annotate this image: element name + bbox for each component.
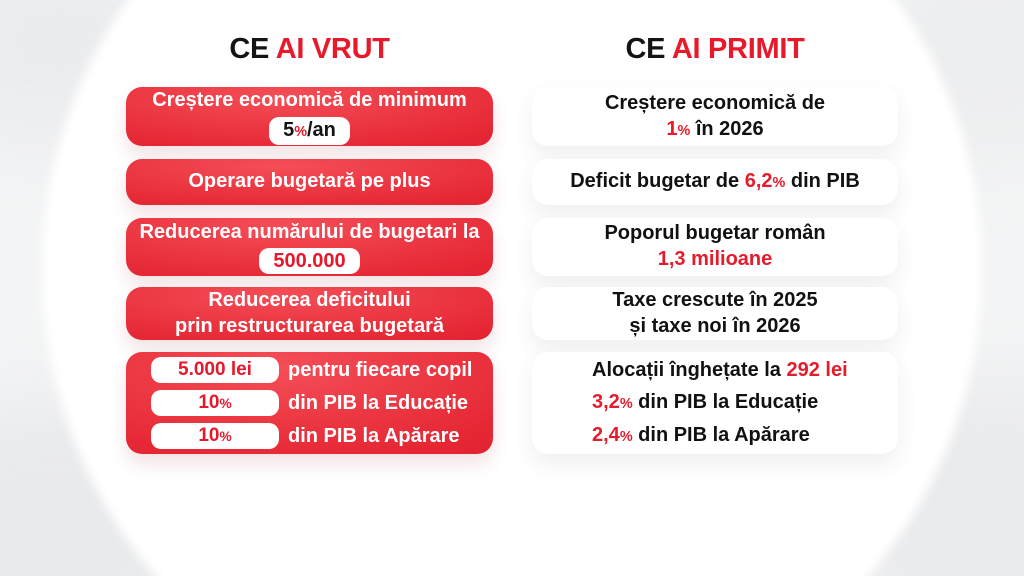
- wanted-box-deficit-reduction: [126, 287, 493, 340]
- header-prefix: CE: [625, 33, 666, 65]
- wanted-employees-text: Reducerea numărului de bugetari la: [139, 220, 480, 243]
- percent-sign: %: [619, 396, 633, 413]
- deficit-post: din PIB: [785, 170, 860, 193]
- received-box-deficit: [532, 159, 898, 205]
- defense-value: 2,4: [592, 423, 620, 446]
- deficit-value: 6,2: [744, 170, 773, 193]
- wanted-growth-text: Creștere economică de minimum: [152, 89, 467, 112]
- column-wanted: [126, 0, 493, 576]
- deficit-pre: Deficit bugetar de: [570, 170, 745, 193]
- received-taxes-line2: și taxe noi în 2026: [629, 314, 801, 337]
- wanted-box-allocations: [126, 352, 493, 454]
- pill-5-percent-per-year: [269, 117, 350, 145]
- wanted-box-growth: [126, 87, 493, 146]
- percent-sign: %: [677, 122, 691, 139]
- pill-500000: 500.000: [259, 248, 359, 274]
- defense-rest: din PIB la Apărare: [632, 423, 810, 446]
- header-ce-ai-primit: [532, 33, 898, 66]
- alloc-value: 292 lei: [786, 358, 848, 381]
- received-taxes-line1: Taxe crescute în 2025: [612, 288, 818, 311]
- wanted-deficit-line1: Reducerea deficitului: [208, 288, 411, 311]
- pill-10-percent-defense: [151, 423, 279, 449]
- pill-10-percent-education: [151, 390, 279, 416]
- wanted-alloc-row-education: [126, 390, 493, 416]
- pill-5000-lei: 5.000 lei: [151, 357, 279, 383]
- received-employees-line2: 1,3 milioane: [657, 248, 773, 270]
- header-accent: AI PRIMIT: [671, 33, 805, 65]
- education-value: 3,2: [592, 391, 620, 414]
- alloc-label-defense: din PIB la Apărare: [288, 424, 460, 447]
- column-received: [532, 0, 898, 576]
- alloc-pre: Alocații înghețate la: [592, 358, 787, 381]
- received-box-allocations: [532, 352, 898, 454]
- percent-sign: %: [619, 428, 633, 445]
- percent-sign: %: [772, 175, 786, 192]
- received-box-public-employees: [532, 218, 898, 276]
- wanted-box-public-employees: [126, 218, 493, 276]
- wanted-surplus-text: Operare bugetară pe plus: [188, 170, 431, 193]
- received-deficit-line: [570, 169, 860, 195]
- growth-rest: în 2026: [690, 117, 764, 140]
- wanted-alloc-row-defense: [126, 423, 493, 449]
- received-box-growth: [532, 87, 898, 146]
- wanted-deficit-line2: prin restructurarea bugetară: [175, 314, 444, 337]
- header-ce-ai-vrut: [126, 33, 493, 66]
- education-rest: din PIB la Educație: [632, 391, 819, 414]
- pill-suffix: /an: [307, 118, 336, 141]
- header-accent: AI VRUT: [275, 33, 390, 65]
- header-prefix: CE: [229, 33, 270, 65]
- pill-number: 5: [283, 118, 295, 141]
- received-growth-line1: Creștere economică de: [604, 91, 826, 114]
- growth-value: 1: [666, 117, 678, 140]
- received-box-taxes: [532, 287, 898, 340]
- pill-number: 10: [198, 392, 220, 413]
- received-employees-line1: Poporul bugetar român: [604, 222, 826, 245]
- pill-number: 10: [198, 425, 220, 446]
- percent-sign: %: [294, 123, 307, 140]
- alloc-label-education: din PIB la Educație: [288, 391, 469, 414]
- received-alloc-line3: [592, 423, 810, 449]
- received-growth-line2: [666, 117, 763, 143]
- received-alloc-line2: [592, 390, 818, 416]
- alloc-label-child: pentru fiecare copil: [288, 358, 473, 381]
- wanted-box-budget-surplus: [126, 159, 493, 205]
- wanted-alloc-row-child: [126, 357, 493, 383]
- percent-sign: %: [219, 428, 232, 444]
- received-alloc-line1: [592, 358, 848, 384]
- percent-sign: %: [219, 395, 232, 411]
